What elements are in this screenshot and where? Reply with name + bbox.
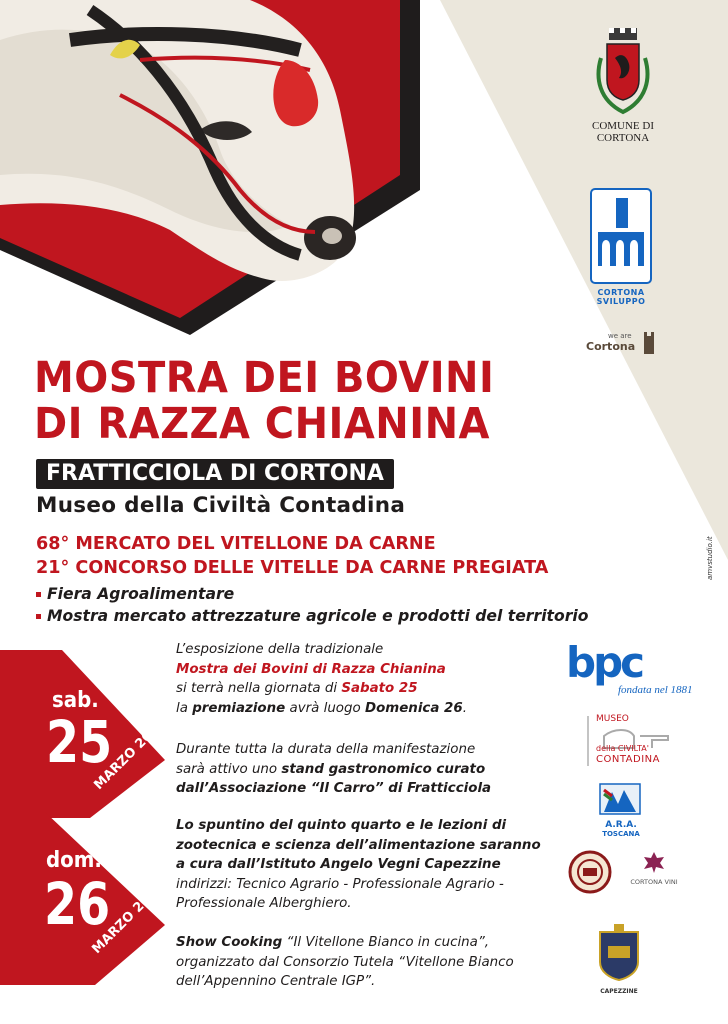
ara-line1: A.R.A. <box>605 820 637 830</box>
comune-line1: COMUNE DI <box>591 120 655 132</box>
cortona-sviluppo-logo <box>590 188 652 306</box>
paragraph-lessons: Lo spuntino del quinto quarto e le lezioni di zootecnica e scienza dell’alimentazione saranno a cura dall’Istituto Angelo Vegni Capezzine indirizzi: Tecnico Agrario - Professionale Agrario - Professionale Alberghiero. <box>176 818 541 911</box>
comune-cortona-logo <box>587 28 659 144</box>
bpc-tagline: fondata nel 1881 <box>618 684 693 696</box>
il-carro-logo <box>568 850 612 894</box>
bullet-square-icon <box>36 614 41 619</box>
studio-credit: amvstudio.it <box>706 536 714 580</box>
museo-civilta-logo <box>574 714 674 768</box>
paragraph-exhibition: L’esposizione della tradizionale Mostra dei Bovini di Razza Chianina si terrà nella giornata di Sabato 25 la premiazione avrà luogo Domenica 26. <box>176 642 467 716</box>
capezzine-crest-icon <box>586 918 652 984</box>
title-line2: DI RAZZA CHIANINA <box>34 399 490 449</box>
date-badge-26 <box>0 812 170 982</box>
bpc-text: bpc <box>566 638 643 687</box>
cortona-vini-logo <box>626 850 682 890</box>
weare-small: we are <box>608 332 632 340</box>
capezzine-text: CAPEZZINE <box>600 988 638 995</box>
date-badge-25 <box>0 650 170 820</box>
venue-title: Museo della Civiltà Contadina <box>36 493 406 518</box>
istituto-capezzine-logo <box>586 918 652 995</box>
bullet-square-icon <box>36 592 41 597</box>
museo-line1: MUSEO <box>596 714 629 724</box>
carro-badge-icon <box>568 850 612 894</box>
weare-big: Cortona <box>586 340 636 353</box>
date-month: MARZO 2023 <box>89 879 167 957</box>
tower-icon <box>642 332 656 354</box>
we-are-cortona-logo <box>586 330 658 356</box>
date-number: 25 <box>46 708 113 776</box>
date-number: 26 <box>44 870 111 938</box>
date-day: dom. <box>46 848 102 873</box>
ara-line2: TOSCANA <box>602 830 640 838</box>
sviluppo-line1: CORTONA <box>597 288 645 297</box>
bpc-logo <box>566 638 696 698</box>
ara-toscana-logo <box>596 782 646 842</box>
subtitle-box: FRATTICCIOLA DI CORTONA <box>36 459 394 489</box>
museo-line2: della CIVILTA' <box>596 744 649 753</box>
bullet-item: Fiera Agroalimentare <box>36 584 234 604</box>
sviluppo-line2: SVILUPPO <box>596 297 646 306</box>
event-line1: 68° MERCATO DEL VITELLONE DA CARNE <box>36 534 436 554</box>
date-month: MARZO 2023 <box>91 715 169 793</box>
ara-icon <box>596 782 646 816</box>
comune-line2: CORTONA <box>596 132 650 144</box>
paragraph-stand: Durante tutta la durata della manifestazione sarà attivo uno stand gastronomico curato dall’Associazione “Il Carro” di Fratticciola <box>176 742 492 796</box>
title-line1: MOSTRA DEI BOVINI <box>34 353 495 403</box>
event-line2: 21° CONCORSO DELLE VITELLE DA CARNE PREGIATA <box>36 558 549 578</box>
date-day: sab. <box>52 688 99 713</box>
vine-leaf-icon <box>642 850 666 874</box>
vini-text: CORTONA VINI <box>630 878 678 886</box>
cloister-icon <box>590 188 652 284</box>
beige-triangle <box>440 0 728 560</box>
museo-line3: CONTADINA <box>596 754 660 765</box>
crest-icon <box>587 28 659 116</box>
paragraph-showcooking: Show Cooking “Il Vitellone Bianco in cucina”, organizzato dal Consorzio Tutela “Vitellone Bianco dell’Appennino Centrale IGP”. <box>176 935 514 989</box>
bullet-item: Mostra mercato attrezzature agricole e prodotti del territorio <box>36 606 588 626</box>
